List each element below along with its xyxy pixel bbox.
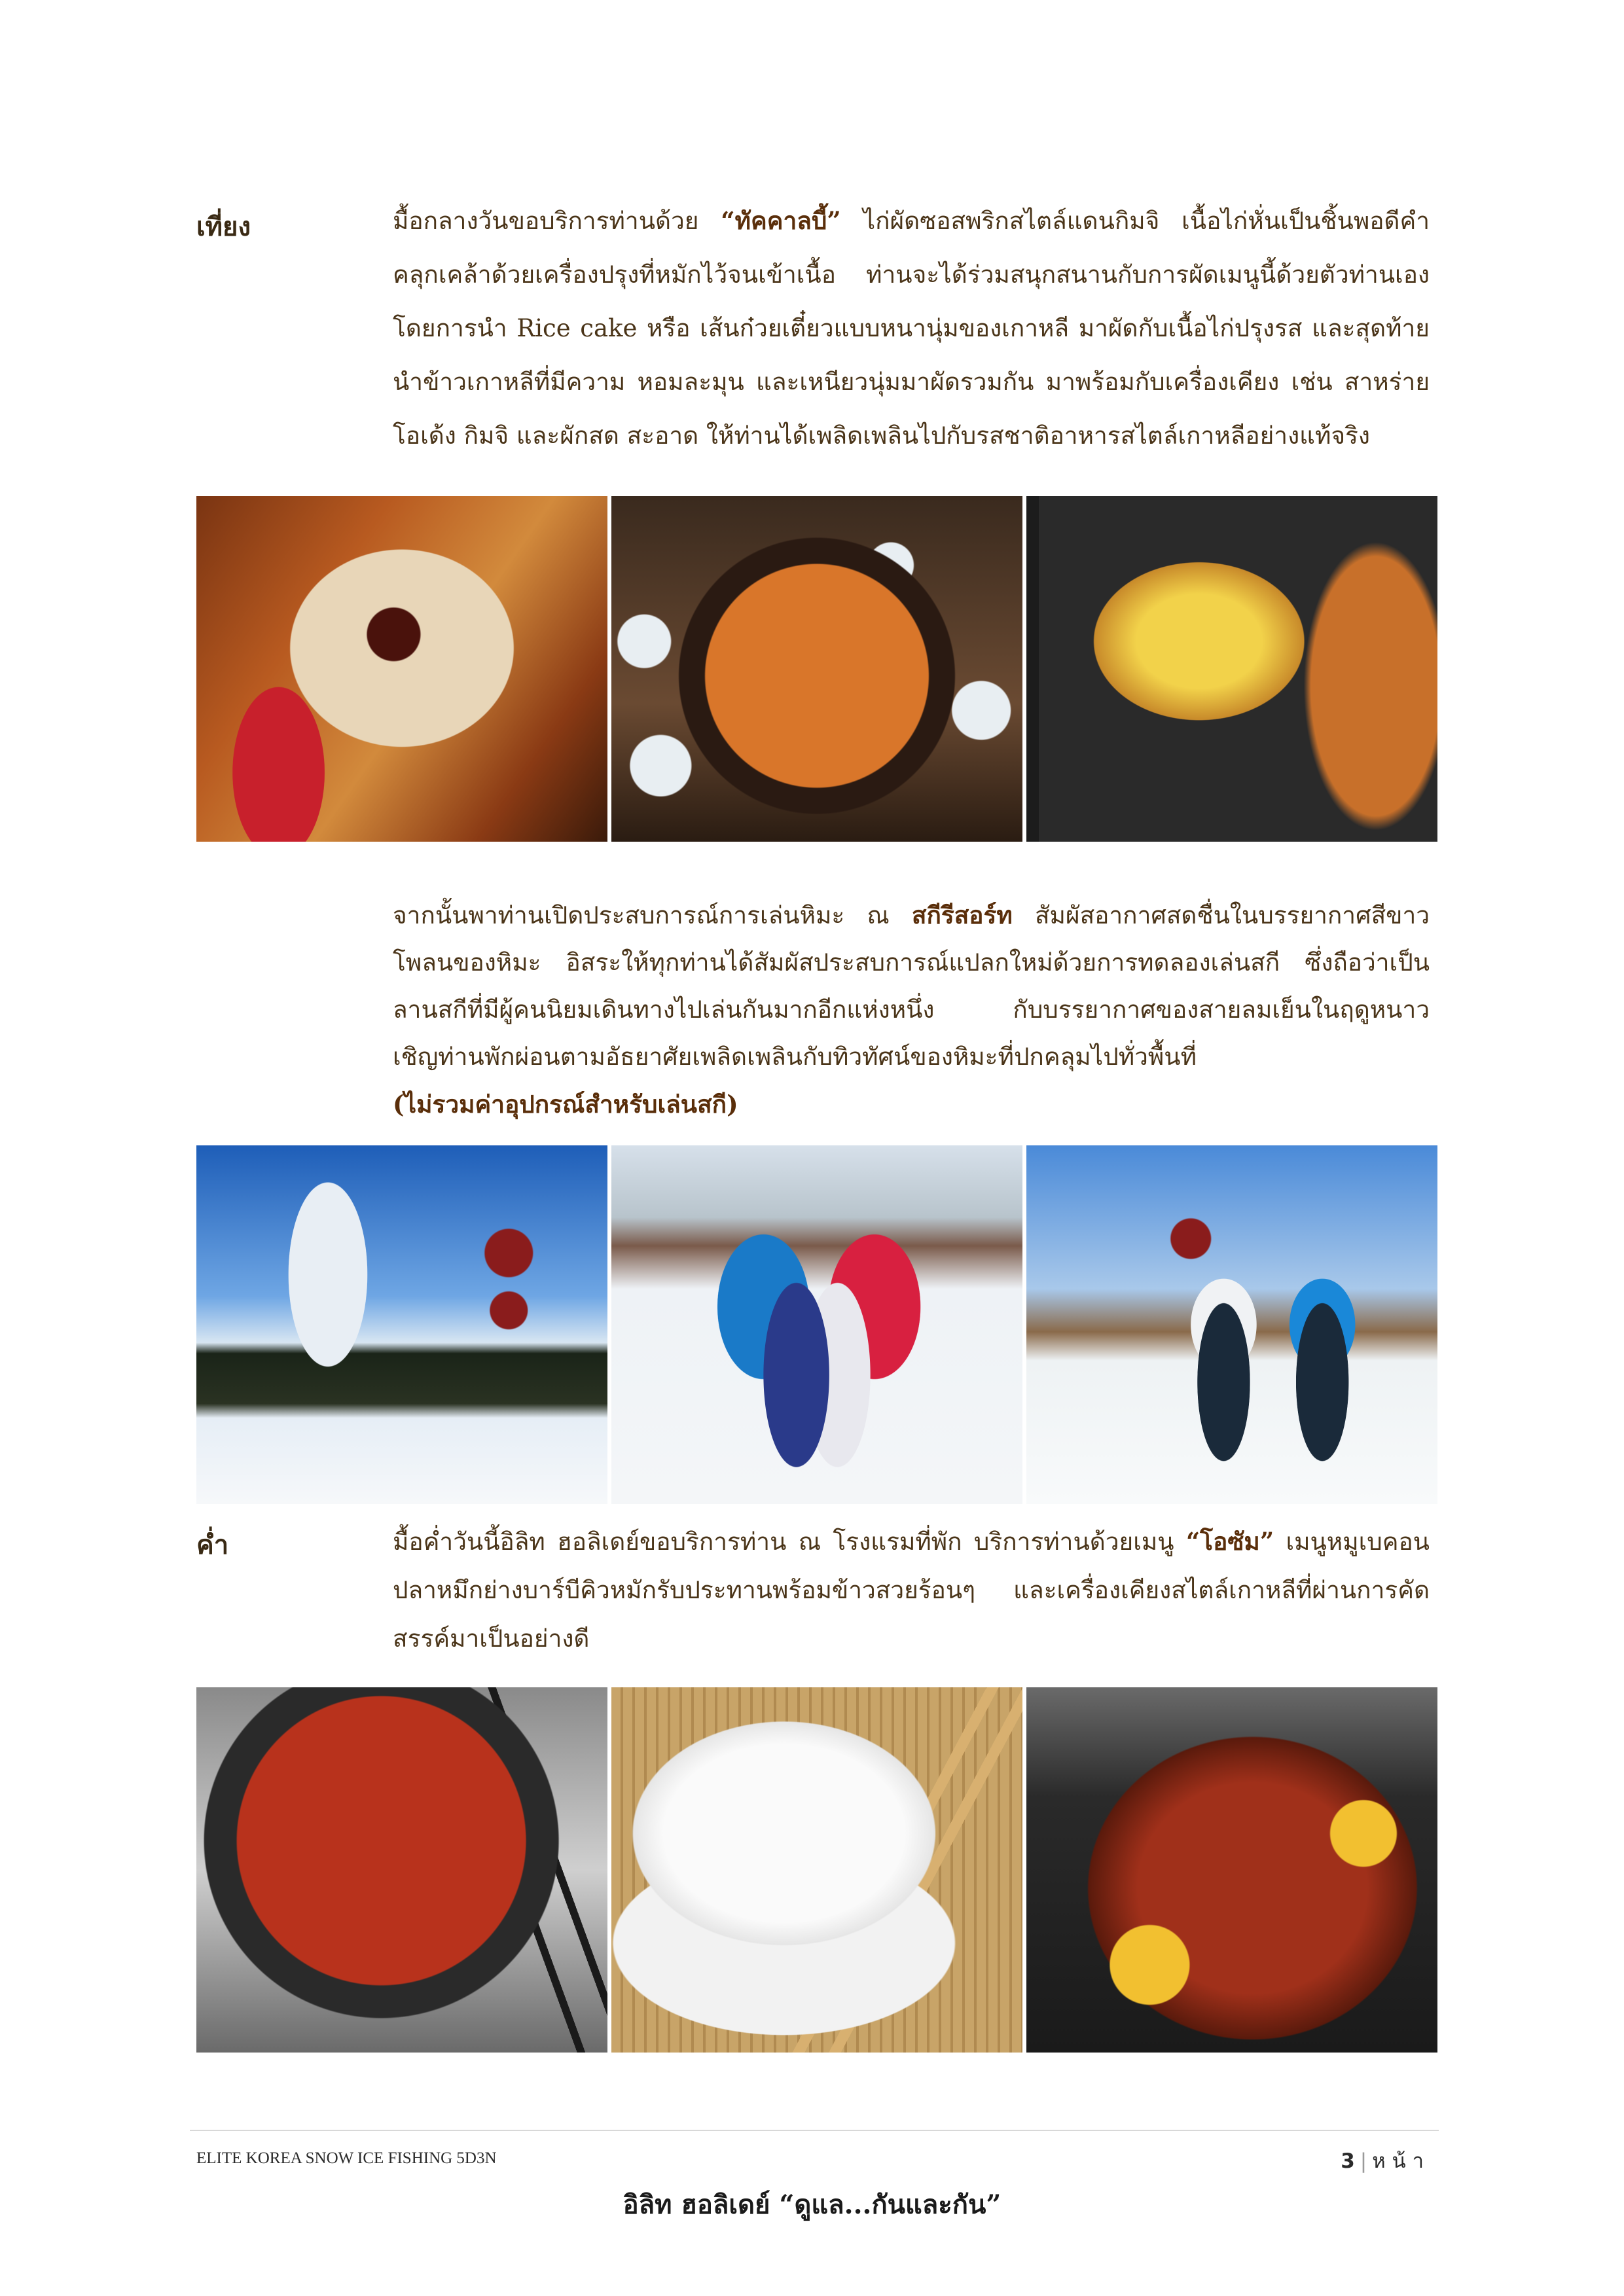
footer-program-name: ELITE KOREA SNOW ICE FISHING 5D3N <box>196 2149 497 2167</box>
dinner-line-2: ปลาหมึกย่างบาร์บีคิวหมักรับประทานพร้อมข้าวสวยร้อนๆ และเครื่องเคียงสไตล์เกาหลีที่ผ่านการคัด <box>393 1576 1430 1604</box>
skiers-on-slope-photo <box>1026 1145 1437 1504</box>
ski-line-4: เชิญท่านพักผ่อนตามอัธยาศัยเพลิดเพลินกับทิวทัศน์ของหิมะที่ปกคลุมไปทั่วพื้นที่ <box>393 1043 1197 1071</box>
ski-resort-name: สกีรีสอร์ท <box>911 901 1013 929</box>
ski-equipment-note: (ไม่รวมค่าอุปกรณ์สำหรับเล่นสกี) <box>393 1090 738 1119</box>
ski-line-1: จากนั้นพาท่านเปิดประสบการณ์การเล่นหิมะ ณ สกีรีสอร์ท สัมผัสอากาศสดชื่นในบรรยากาศสีขาว <box>393 901 1430 929</box>
lunch-line-4: นำข้าวเกาหลีที่มีความ หอมละมุน และเหนียวนุ่มมาผัดรวมกัน มาพร้อมกับเครื่องเคียง เช่น สาหร่าย <box>393 368 1430 396</box>
bbq-squid-pork-photo <box>1026 1687 1437 2053</box>
rice-bowl-chopsticks-photo <box>611 1687 1022 2053</box>
ski-description <box>393 891 1430 1128</box>
lunch-line-5: โอเด้ง กิมจิ และผักสด สะอาด ให้ท่านได้เพลิดเพลินไปกับรสชาติอาหารสไตล์เกาหลีอย่างแท้จริง <box>393 422 1370 450</box>
page-number: 3 <box>1341 2149 1355 2173</box>
snowboarder-photo <box>196 1145 607 1504</box>
spicy-pork-pan-photo <box>196 1687 607 2053</box>
friends-with-snowboards-photo <box>611 1145 1022 1504</box>
lunch-label: เที่ยง <box>196 211 251 242</box>
dinner-description <box>393 1517 1430 1663</box>
dinner-line-1: มื้อค่ำวันนี้อิลิท ฮอลิเดย์ขอบริการท่าน ณ โรงแรมที่พัก บริการท่านด้วยเมนู “โอซัม” เมนูหมูเบคอน <box>393 1527 1430 1556</box>
dinner-line-3: สรรค์มาเป็นอย่างดี <box>393 1624 590 1653</box>
dinner-dish-name: “โอซัม” <box>1185 1527 1274 1556</box>
lunch-dish-name: “ทัคคาลบี้” <box>721 206 841 235</box>
ski-line-2: โพลนของหิมะ อิสระให้ทุกท่านได้สัมผัสประสบการณ์แปลกใหม่ด้วยการทดลองเล่นสกี ซึ่งถือว่าเป็น <box>393 948 1430 977</box>
fried-rice-photo <box>196 496 607 842</box>
lunch-line-2: คลุกเคล้าด้วยเครื่องปรุงที่หมักไว้จนเข้าเนื้อ ท่านจะได้ร่วมสนุกสนานกับการผัดเมนูนี้ด้วยตัวท่านเอง <box>393 260 1430 289</box>
dakgalbi-pan-photo <box>611 496 1022 842</box>
ski-line-3: ลานสกีที่มีผู้คนนิยมเดินทางไปเล่นกันมากอีกแห่งหนึ่ง กับบรรยากาศของสายลมเย็นในฤดูหนาว <box>393 996 1430 1024</box>
lunch-line-3: โดยการนำ Rice cake หรือ เส้นก๋วยเตี๋ยวแบบหนานุ่มของเกาหลี มาผัดกับเนื้อไก่ปรุงรส และสุดท้าย <box>393 314 1430 342</box>
lunch-description <box>393 194 1430 463</box>
page-separator: | <box>1360 2149 1367 2173</box>
footer-tagline: อิลิท ฮอลิเดย์ “ดูแล...กันและกัน” <box>623 2189 1001 2220</box>
cheese-dakgalbi-photo <box>1026 496 1437 842</box>
footer-page-indicator <box>1341 2144 1424 2177</box>
dinner-photo-row <box>196 1687 1437 2053</box>
ski-photo-row <box>196 1145 1437 1504</box>
lunch-photo-row <box>196 496 1437 842</box>
dinner-label: ค่ำ <box>196 1530 229 1560</box>
lunch-line-1: มื้อกลางวันขอบริการท่านด้วย “ทัคคาลบี้” ไก่ผัดซอสพริกสไตล์แดนกิมจิ เนื้อไก่หั่นเป็นชิ้นพอดีคำ <box>393 206 1430 235</box>
footer-divider <box>190 2130 1439 2131</box>
page-word: ห น้ า <box>1372 2149 1424 2173</box>
